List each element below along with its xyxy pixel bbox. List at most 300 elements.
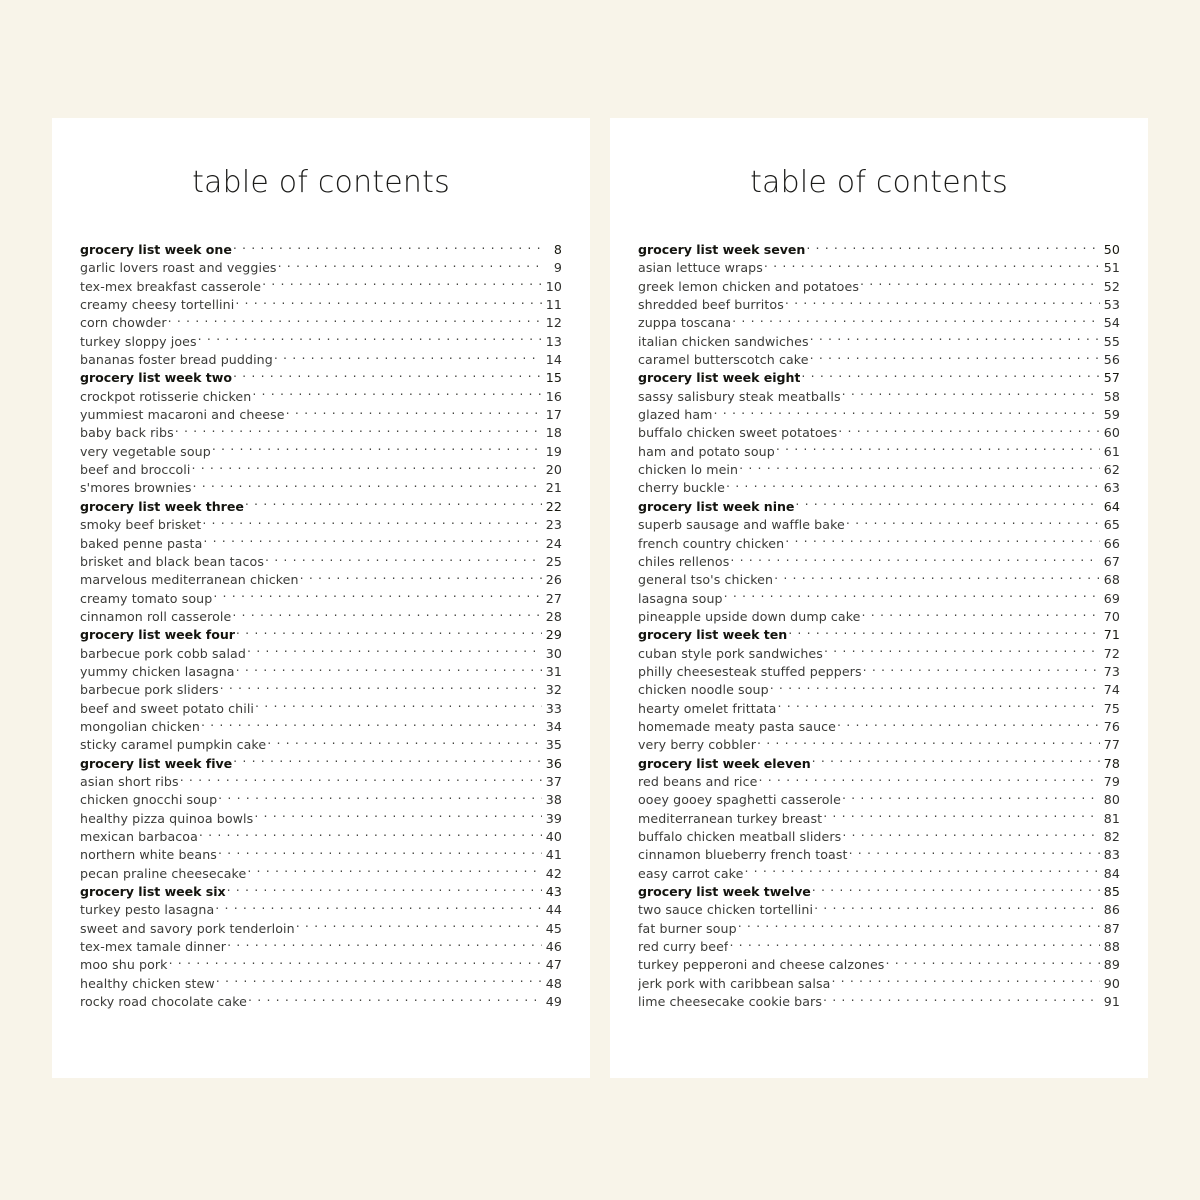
toc-page-number: 29 (545, 627, 562, 643)
toc-entry-row[interactable] (638, 590, 1120, 608)
dot-leader (860, 278, 1100, 291)
toc-page-number: 75 (1103, 700, 1120, 716)
toc-entry-row[interactable] (638, 736, 1120, 754)
toc-entry-label: grocery list week seven (638, 242, 806, 257)
toc-page-number: 56 (1103, 352, 1120, 368)
toc-entry-row[interactable] (80, 406, 562, 424)
toc-entry-row[interactable] (638, 314, 1120, 332)
toc-list-right (638, 241, 1120, 1011)
dot-leader (236, 627, 542, 640)
toc-entry-label: ham and potato soup (638, 443, 775, 459)
toc-entry-label: moo shu pork (80, 957, 168, 973)
toc-entry-row[interactable] (80, 865, 562, 883)
toc-page-number: 72 (1103, 645, 1120, 661)
toc-entry-row[interactable] (638, 571, 1120, 589)
toc-page-number: 64 (1103, 498, 1120, 514)
toc-entry-label: jerk pork with caribbean salsa (638, 975, 831, 991)
toc-entry-label: grocery list week eleven (638, 755, 811, 771)
toc-page-number: 83 (1103, 847, 1120, 863)
toc-page-number: 13 (545, 333, 562, 349)
toc-entry-label: asian short ribs (80, 773, 179, 789)
toc-page-left (52, 118, 590, 1078)
toc-page-number: 15 (545, 370, 562, 386)
dot-leader (810, 333, 1100, 346)
toc-section-row[interactable] (638, 626, 1120, 644)
dot-leader (236, 663, 542, 676)
toc-entry-row[interactable] (638, 461, 1120, 479)
toc-entry-label: italian chicken sandwiches (638, 333, 809, 349)
toc-entry-label: superb sausage and waffle bake (638, 517, 845, 533)
toc-page-number: 76 (1103, 718, 1120, 734)
toc-page-number: 55 (1103, 333, 1120, 349)
toc-entry-row[interactable] (638, 700, 1120, 718)
toc-entry-label: very vegetable soup (80, 443, 211, 459)
dot-leader (267, 737, 542, 750)
toc-page-number: 54 (1103, 315, 1120, 331)
toc-entry-row[interactable] (638, 810, 1120, 828)
dot-leader (201, 718, 542, 731)
toc-entry-label: hearty omelet frittata (638, 700, 777, 716)
toc-entry-label: baby back ribs (80, 425, 174, 441)
toc-entry-row[interactable] (80, 736, 562, 754)
dot-leader (812, 883, 1100, 896)
dot-leader (806, 241, 1100, 254)
toc-page-number: 57 (1103, 370, 1120, 386)
toc-section-row[interactable] (638, 369, 1120, 387)
dot-leader (801, 370, 1100, 383)
dot-leader (265, 553, 542, 566)
dot-leader (842, 388, 1100, 401)
toc-page-number: 60 (1103, 425, 1120, 441)
toc-entry-row[interactable] (80, 920, 562, 938)
toc-page-number: 53 (1103, 297, 1120, 313)
toc-entry-row[interactable] (80, 351, 562, 369)
toc-entry-label: turkey pepperoni and cheese calzones (638, 957, 885, 973)
toc-entry-row[interactable] (638, 828, 1120, 846)
dot-leader (838, 425, 1100, 438)
toc-page-number: 31 (545, 663, 562, 679)
toc-entry-label: grocery list week three (80, 498, 244, 514)
toc-page-number: 28 (545, 608, 562, 624)
toc-page-number: 61 (1103, 443, 1120, 459)
toc-entry-row[interactable] (80, 590, 562, 608)
toc-page-number: 42 (545, 865, 562, 881)
toc-page-number: 24 (545, 535, 562, 551)
toc-page-number: 39 (545, 810, 562, 826)
dot-leader (774, 572, 1100, 585)
toc-page-number: 46 (545, 939, 562, 955)
toc-page-number: 77 (1103, 737, 1120, 753)
toc-page-number: 23 (545, 517, 562, 533)
dot-leader (738, 920, 1100, 933)
dot-leader (757, 737, 1100, 750)
toc-entry-label: marvelous mediterranean chicken (80, 572, 299, 588)
dot-leader (814, 902, 1100, 915)
toc-page-number: 22 (545, 498, 562, 514)
dot-leader (862, 608, 1100, 621)
toc-entry-row[interactable] (80, 278, 562, 296)
toc-entry-label: mediterranean turkey breast (638, 810, 823, 826)
toc-entry-label: creamy tomato soup (80, 590, 213, 606)
toc-page-number: 78 (1103, 755, 1120, 771)
toc-entry-label: sassy salisbury steak meatballs (638, 388, 841, 404)
dot-leader (199, 828, 542, 841)
toc-entry-row[interactable] (80, 681, 562, 699)
dot-leader (198, 333, 542, 346)
toc-entry-row[interactable] (80, 828, 562, 846)
toc-entry-label: buffalo chicken meatball sliders (638, 829, 842, 844)
toc-section-row[interactable] (80, 883, 562, 901)
toc-entry-label: brisket and black bean tacos (80, 553, 264, 569)
dot-leader (245, 498, 542, 511)
toc-entry-label: garlic lovers roast and veggies (80, 260, 277, 276)
toc-entry-row[interactable] (80, 571, 562, 589)
dot-leader (849, 847, 1100, 860)
dot-leader (254, 810, 542, 823)
toc-list-left (80, 241, 562, 1011)
toc-entry-label: caramel butterscotch cake (638, 352, 809, 368)
toc-entry-label: sticky caramel pumpkin cake (80, 737, 267, 753)
dot-leader (255, 700, 542, 713)
dot-leader (831, 975, 1100, 988)
toc-page-number: 14 (545, 352, 562, 368)
toc-entry-row[interactable] (80, 388, 562, 406)
dot-leader (191, 462, 542, 475)
toc-entry-label: pineapple upside down dump cake (638, 608, 861, 624)
toc-entry-row[interactable] (80, 700, 562, 718)
dot-leader (248, 994, 542, 1007)
dot-leader (863, 663, 1100, 676)
toc-page-number: 62 (1103, 462, 1120, 478)
toc-page-number: 30 (545, 645, 562, 661)
toc-entry-row[interactable] (638, 773, 1120, 791)
toc-entry-label: grocery list week ten (638, 627, 788, 643)
toc-section-row[interactable] (80, 369, 562, 387)
toc-page-number: 90 (1103, 975, 1120, 991)
toc-entry-row[interactable] (80, 296, 562, 314)
toc-entry-row[interactable] (80, 461, 562, 479)
toc-entry-row[interactable] (80, 718, 562, 736)
toc-entry-label: s'mores brownies (80, 480, 192, 496)
toc-entry-label: chicken lo mein (638, 462, 739, 478)
toc-page-number: 36 (545, 755, 562, 771)
dot-leader (729, 938, 1100, 951)
toc-entry-label: beef and sweet potato chili (80, 700, 255, 716)
dot-leader (795, 498, 1100, 511)
toc-page-number: 71 (1103, 627, 1120, 643)
toc-section-row[interactable] (638, 241, 1120, 259)
dot-leader (168, 315, 542, 328)
toc-entry-row[interactable] (638, 865, 1120, 883)
dot-leader (885, 957, 1100, 970)
toc-entry-label: fat burner soup (638, 920, 737, 936)
toc-page-right (610, 118, 1148, 1078)
toc-entry-row[interactable] (638, 956, 1120, 974)
toc-entry-label: bananas foster bread pudding (80, 352, 273, 368)
dot-leader (764, 260, 1100, 273)
toc-entry-row[interactable] (80, 314, 562, 332)
toc-entry-label: yummiest macaroni and cheese (80, 407, 285, 423)
toc-page-number: 86 (1103, 902, 1120, 918)
toc-entry-row[interactable] (638, 938, 1120, 956)
toc-entry-row[interactable] (80, 810, 562, 828)
toc-page-number: 18 (545, 425, 562, 441)
toc-entry-label: grocery list week two (80, 370, 232, 386)
toc-entry-label: homemade meaty pasta sauce (638, 718, 837, 734)
toc-entry-label: grocery list week one (80, 242, 232, 257)
toc-entry-row[interactable] (638, 351, 1120, 369)
toc-entry-label: crockpot rotisserie chicken (80, 388, 252, 404)
toc-page-number: 51 (1103, 260, 1120, 276)
toc-page-number: 34 (545, 718, 562, 734)
dot-leader (744, 865, 1100, 878)
toc-page-number: 65 (1103, 517, 1120, 533)
toc-entry-label: buffalo chicken sweet potatoes (638, 425, 838, 441)
dot-leader (227, 883, 542, 896)
toc-entry-row[interactable] (638, 278, 1120, 296)
toc-page-number: 87 (1103, 920, 1120, 936)
toc-entry-row[interactable] (638, 553, 1120, 571)
toc-page-number: 73 (1103, 663, 1120, 679)
toc-entry-label: lasagna soup (638, 590, 723, 606)
dot-leader (824, 645, 1100, 658)
toc-page-number: 81 (1103, 810, 1120, 826)
dot-leader (812, 755, 1100, 768)
dot-leader (823, 810, 1100, 823)
toc-entry-row[interactable] (80, 259, 562, 277)
toc-entry-row[interactable] (80, 516, 562, 534)
toc-entry-label: asian lettuce wraps (638, 260, 763, 276)
toc-page-number: 63 (1103, 480, 1120, 496)
toc-entry-row[interactable] (638, 259, 1120, 277)
toc-page-number: 69 (1103, 590, 1120, 606)
toc-page-number: 37 (545, 773, 562, 789)
toc-page-number: 33 (545, 700, 562, 716)
dot-leader (726, 480, 1100, 493)
toc-entry-label: cherry buckle (638, 480, 725, 496)
toc-section-row[interactable] (638, 883, 1120, 901)
toc-page-number: 85 (1103, 884, 1120, 900)
toc-entry-row[interactable] (638, 663, 1120, 681)
toc-page-number: 44 (545, 902, 562, 918)
dot-leader (296, 920, 542, 933)
dot-leader (216, 975, 542, 988)
dot-leader (785, 535, 1100, 548)
toc-entry-label: baked penne pasta (80, 535, 203, 551)
toc-page-number: 45 (545, 920, 562, 936)
toc-entry-row[interactable] (638, 901, 1120, 919)
toc-entry-label: glazed ham (638, 407, 713, 423)
dot-leader (213, 590, 542, 603)
toc-page-number: 8 (553, 242, 562, 257)
dot-leader (212, 443, 542, 456)
toc-entry-label: tex-mex breakfast casserole (80, 278, 262, 294)
toc-entry-row[interactable] (80, 956, 562, 974)
toc-page-number: 41 (545, 847, 562, 863)
toc-page-number: 27 (545, 590, 562, 606)
toc-entry-label: turkey sloppy joes (80, 333, 197, 349)
toc-entry-label: grocery list week nine (638, 498, 795, 514)
dot-leader (730, 553, 1100, 566)
toc-entry-row[interactable] (638, 443, 1120, 461)
toc-entry-label: yummy chicken lasagna (80, 663, 235, 679)
toc-entry-row[interactable] (80, 663, 562, 681)
dot-leader (232, 608, 542, 621)
toc-page-number: 12 (545, 315, 562, 331)
toc-entry-row[interactable] (80, 846, 562, 864)
toc-entry-row[interactable] (80, 993, 562, 1011)
toc-entry-row[interactable] (638, 479, 1120, 497)
toc-entry-row[interactable] (80, 975, 562, 993)
toc-page-number: 9 (553, 260, 562, 276)
toc-page-number: 70 (1103, 608, 1120, 624)
dot-leader (837, 718, 1100, 731)
toc-page-number: 84 (1103, 865, 1120, 881)
dot-leader (759, 773, 1101, 786)
toc-page-number: 58 (1103, 388, 1120, 404)
toc-section-row[interactable] (638, 755, 1120, 773)
toc-section-row[interactable] (80, 241, 562, 259)
toc-entry-row[interactable] (80, 791, 562, 809)
dot-leader (732, 315, 1100, 328)
toc-page-number: 66 (1103, 535, 1120, 551)
toc-page-number: 21 (545, 480, 562, 496)
toc-entry-label: turkey pesto lasagna (80, 902, 215, 918)
toc-section-row[interactable] (80, 626, 562, 644)
toc-entry-label: grocery list week twelve (638, 884, 811, 900)
dot-leader (227, 938, 542, 951)
toc-entry-row[interactable] (638, 681, 1120, 699)
toc-entry-label: chicken noodle soup (638, 682, 769, 698)
toc-entry-row[interactable] (80, 424, 562, 442)
toc-entry-row[interactable] (638, 920, 1120, 938)
dot-leader (714, 407, 1100, 420)
toc-page-number: 11 (545, 297, 562, 313)
dot-leader (778, 700, 1101, 713)
toc-entry-label: healthy chicken stew (80, 975, 215, 991)
toc-entry-label: philly cheesesteak stuffed peppers (638, 663, 862, 679)
toc-entry-label: grocery list week six (80, 884, 226, 900)
toc-entry-label: very berry cobbler (638, 737, 757, 753)
toc-entry-row[interactable] (80, 608, 562, 626)
toc-entry-label: general tso's chicken (638, 572, 774, 588)
toc-entry-row[interactable] (80, 901, 562, 919)
toc-entry-row[interactable] (80, 938, 562, 956)
toc-entry-label: chiles rellenos (638, 553, 730, 569)
toc-entry-row[interactable] (638, 424, 1120, 442)
dot-leader (770, 682, 1100, 695)
dot-leader (175, 425, 542, 438)
toc-page-number: 32 (545, 682, 562, 698)
toc-page-number: 88 (1103, 939, 1120, 955)
dot-leader (300, 572, 542, 585)
toc-entry-label: mexican barbacoa (80, 829, 198, 844)
toc-page-number: 20 (545, 462, 562, 478)
toc-page-number: 91 (1103, 994, 1120, 1010)
toc-section-row[interactable] (80, 755, 562, 773)
toc-page-number: 82 (1103, 829, 1120, 844)
toc-entry-label: easy carrot cake (638, 865, 744, 881)
toc-entry-row[interactable] (638, 993, 1120, 1011)
dot-leader (776, 443, 1100, 456)
toc-page-number: 89 (1103, 957, 1120, 973)
toc-entry-label: cuban style pork sandwiches (638, 645, 823, 661)
toc-entry-row[interactable] (638, 333, 1120, 351)
dot-leader (278, 260, 542, 273)
toc-page-number: 59 (1103, 407, 1120, 423)
dot-leader (286, 407, 542, 420)
toc-page-number: 52 (1103, 278, 1120, 294)
toc-entry-label: sweet and savory pork tenderloin (80, 920, 295, 936)
dot-leader (810, 351, 1100, 364)
dot-leader (247, 865, 542, 878)
toc-entry-label: french country chicken (638, 535, 785, 551)
toc-entry-label: beef and broccoli (80, 462, 191, 478)
toc-entry-row[interactable] (638, 516, 1120, 534)
toc-entry-label: smoky beef brisket (80, 517, 202, 533)
dot-leader (235, 296, 542, 309)
dot-leader (203, 535, 542, 548)
toc-page-number: 80 (1103, 792, 1120, 808)
toc-entry-row[interactable] (80, 479, 562, 497)
dot-leader (252, 388, 542, 401)
toc-entry-label: cinnamon blueberry french toast (638, 847, 848, 863)
dot-leader (274, 351, 542, 364)
dot-leader (233, 370, 542, 383)
toc-entry-row[interactable] (638, 296, 1120, 314)
toc-entry-row[interactable] (638, 388, 1120, 406)
toc-page-number: 25 (545, 553, 562, 569)
toc-entry-row[interactable] (80, 333, 562, 351)
dot-leader (233, 755, 542, 768)
dot-leader (218, 847, 542, 860)
toc-entry-row[interactable] (80, 773, 562, 791)
toc-entry-row[interactable] (638, 975, 1120, 993)
dot-leader (785, 296, 1100, 309)
toc-entry-row[interactable] (638, 535, 1120, 553)
toc-entry-row[interactable] (638, 645, 1120, 663)
toc-page-number: 49 (545, 994, 562, 1010)
toc-page-number: 68 (1103, 572, 1120, 588)
toc-page-number: 67 (1103, 553, 1120, 569)
toc-entry-row[interactable] (638, 406, 1120, 424)
page-title: table of contents (750, 165, 1008, 200)
toc-page-number: 17 (545, 407, 562, 423)
toc-entry-row[interactable] (80, 553, 562, 571)
toc-entry-row[interactable] (638, 791, 1120, 809)
toc-page-number: 26 (545, 572, 562, 588)
toc-entry-row[interactable] (638, 846, 1120, 864)
toc-entry-label: healthy pizza quinoa bowls (80, 810, 254, 826)
toc-entry-label: zuppa toscana (638, 315, 732, 331)
toc-page-number: 35 (545, 737, 562, 753)
toc-entry-row[interactable] (638, 718, 1120, 736)
toc-page-number: 47 (545, 957, 562, 973)
toc-entry-row[interactable] (80, 645, 562, 663)
toc-entry-row[interactable] (638, 608, 1120, 626)
toc-page-number: 50 (1103, 242, 1120, 257)
toc-section-row[interactable] (80, 498, 562, 516)
toc-entry-row[interactable] (80, 535, 562, 553)
toc-section-row[interactable] (638, 498, 1120, 516)
toc-entry-row[interactable] (80, 443, 562, 461)
toc-page-number: 16 (545, 388, 562, 404)
toc-page-number: 19 (545, 443, 562, 459)
dot-leader (220, 682, 542, 695)
dot-leader (218, 792, 542, 805)
toc-entry-label: barbecue pork cobb salad (80, 645, 246, 661)
dot-leader (193, 480, 543, 493)
